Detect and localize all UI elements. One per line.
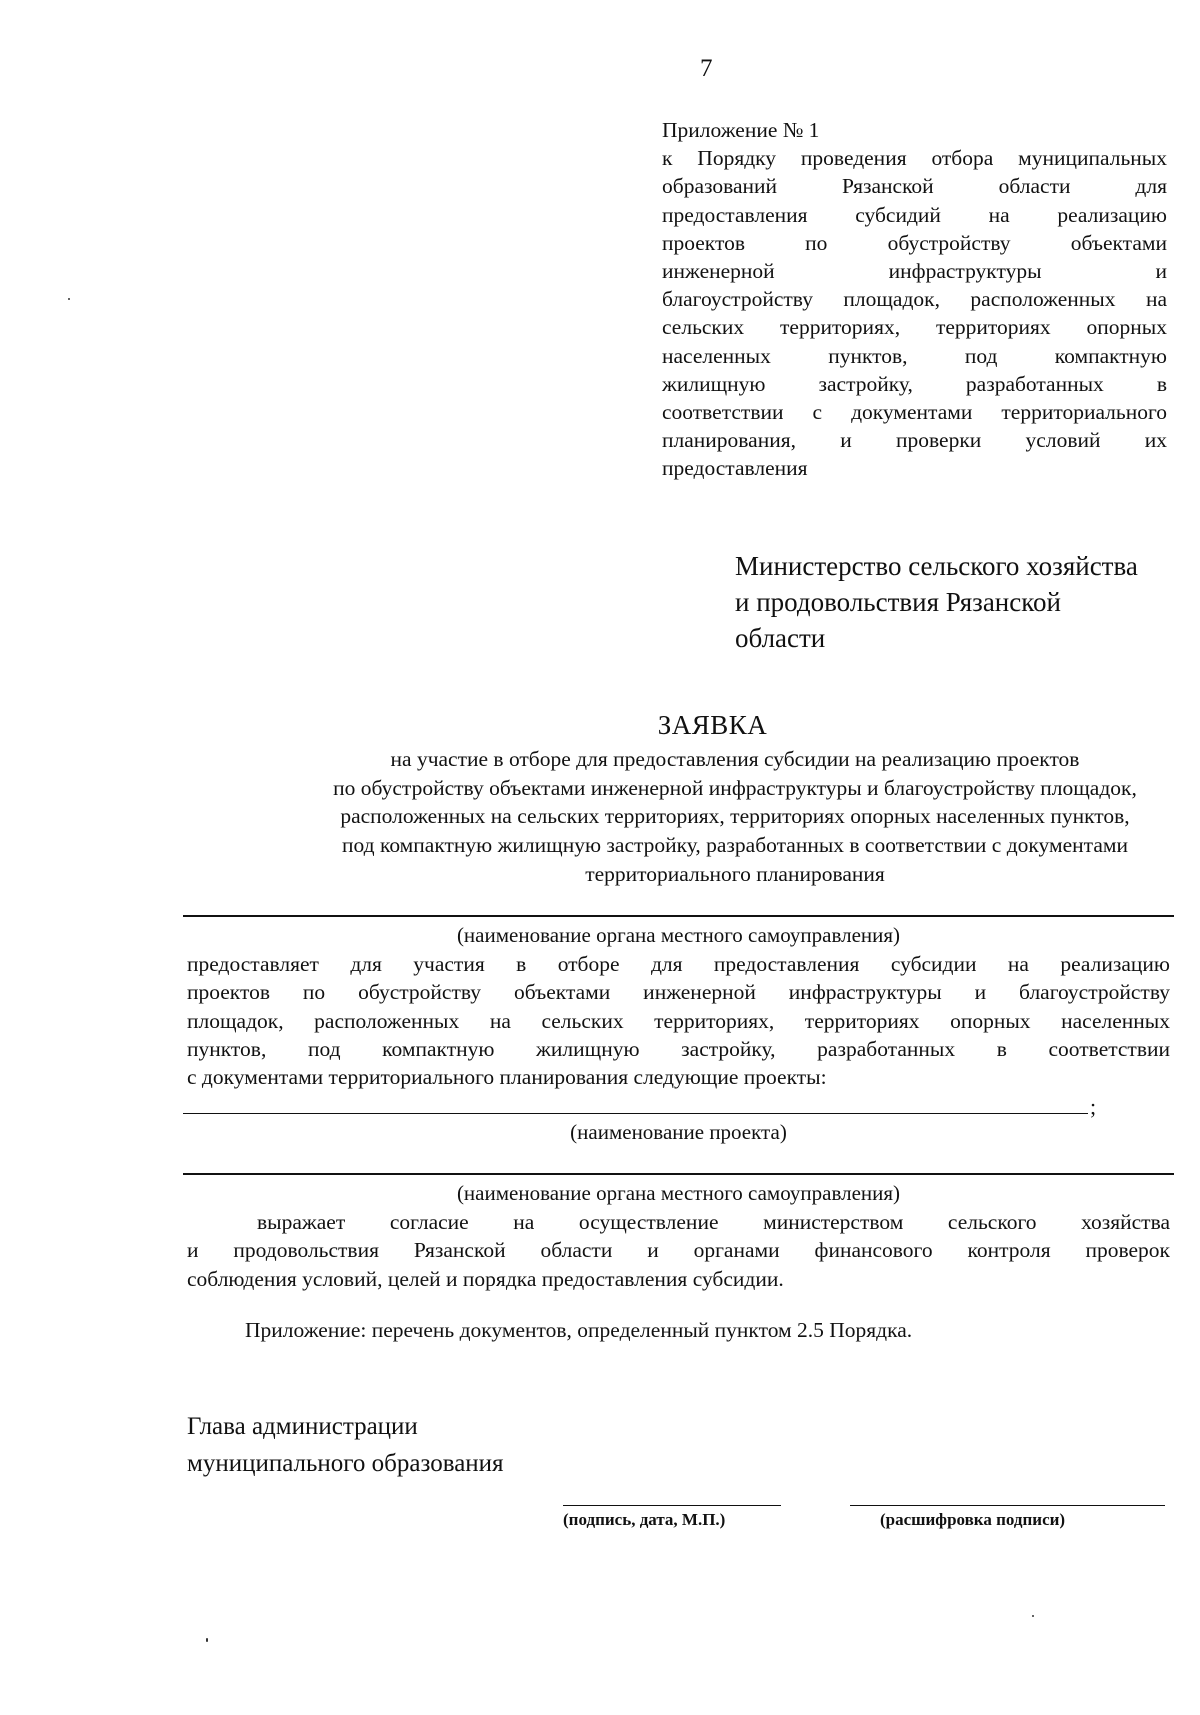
appendix-line: жилищную застройку, разработанных в — [662, 371, 1167, 396]
document-title: ЗАЯВКА — [657, 710, 768, 740]
subtitle-line: по обустройству объектами инженерной инфраструктуры и благоустройству площадок, — [333, 775, 1137, 800]
signature-decoding-caption: (расшифровка подписи) — [880, 1510, 1066, 1529]
appendix-header — [662, 116, 1167, 483]
signature-decoding-field-line[interactable] — [850, 1505, 1165, 1506]
attachment-note: Приложение: перечень документов, определенный пунктом 2.5 Порядка. — [245, 1318, 913, 1342]
recipient-line: и продовольствия Рязанской — [735, 587, 1061, 617]
appendix-line: предоставления субсидий на реализацию — [662, 202, 1167, 227]
appendix-line: к Порядку проведения отбора муниципальных — [662, 146, 1167, 171]
appendix-line: сельских территориях, территориях опорных — [662, 315, 1167, 340]
recipient-line: области — [735, 623, 826, 653]
org-name-field-line-2[interactable] — [183, 1173, 1174, 1175]
signatory-line: муниципального образования — [187, 1450, 504, 1477]
recipient-block — [735, 548, 1138, 656]
signatory-title — [187, 1408, 504, 1482]
subtitle-line: под компактную жилищную застройку, разработанных в соответствии с документами — [342, 833, 1128, 858]
appendix-line: проектов по обустройству объектами — [662, 230, 1167, 255]
scan-speck — [1032, 1615, 1034, 1617]
paragraph-line: площадок, расположенных на сельских территориях, территориях опорных населенных — [187, 1008, 1170, 1033]
appendix-line: населенных пунктов, под компактную — [662, 343, 1167, 368]
page-number: 7 — [700, 55, 713, 82]
org-name-caption-2: (наименование органа местного самоуправления) — [456, 1181, 901, 1205]
project-name-field-line[interactable] — [183, 1113, 1088, 1114]
signatory-line: Глава администрации — [187, 1413, 418, 1440]
appendix-line: благоустройству площадок, расположенных на — [662, 287, 1167, 312]
org-name-caption: (наименование органа местного самоуправления) — [456, 923, 901, 947]
subtitle-line: расположенных на сельских территориях, территориях опорных населенных пунктов, — [340, 804, 1130, 829]
subtitle-line: на участие в отборе для предоставления субсидии на реализацию проектов — [390, 747, 1080, 771]
appendix-line: соответствии с документами территориального — [662, 400, 1167, 425]
paragraph-line: соблюдения условий, целей и порядка предоставления субсидии. — [187, 1266, 784, 1291]
project-name-caption: (наименование проекта) — [570, 1120, 787, 1144]
paragraph-line: с документами территориального планирования следующие проекты: — [187, 1065, 827, 1090]
appendix-line: предоставления — [662, 456, 808, 481]
signature-caption: (подпись, дата, М.П.) — [563, 1510, 726, 1529]
document-subtitle — [180, 745, 1200, 889]
scan-speck — [206, 1638, 208, 1642]
paragraph-line: выражает согласие на осуществление министерством сельского хозяйства — [257, 1210, 1170, 1234]
paragraph-line: пунктов, под компактную жилищную застройку, разработанных в соответствии — [187, 1036, 1170, 1061]
provides-paragraph — [187, 950, 1170, 1091]
paragraph-line: предоставляет для участия в отборе для предоставления субсидии на реализацию — [187, 952, 1170, 976]
appendix-line: инженерной инфраструктуры и — [662, 259, 1167, 284]
paragraph-line: и продовольствия Рязанской области и органами финансового контроля проверок — [187, 1238, 1170, 1263]
appendix-line: Приложение № 1 — [662, 118, 820, 142]
recipient-line: Министерство сельского хозяйства — [735, 551, 1138, 581]
appendix-line: планирования, и проверки условий их — [662, 428, 1167, 453]
subtitle-line: территориального планирования — [585, 861, 885, 886]
signature-field-line[interactable] — [563, 1505, 781, 1506]
scan-speck — [68, 298, 70, 300]
semicolon: ; — [1090, 1094, 1097, 1119]
org-name-field-line[interactable] — [183, 915, 1174, 917]
paragraph-line: проектов по обустройству объектами инженерной инфраструктуры и благоустройству — [187, 980, 1170, 1005]
appendix-line: образований Рязанской области для — [662, 174, 1167, 199]
consent-paragraph — [187, 1208, 1170, 1293]
